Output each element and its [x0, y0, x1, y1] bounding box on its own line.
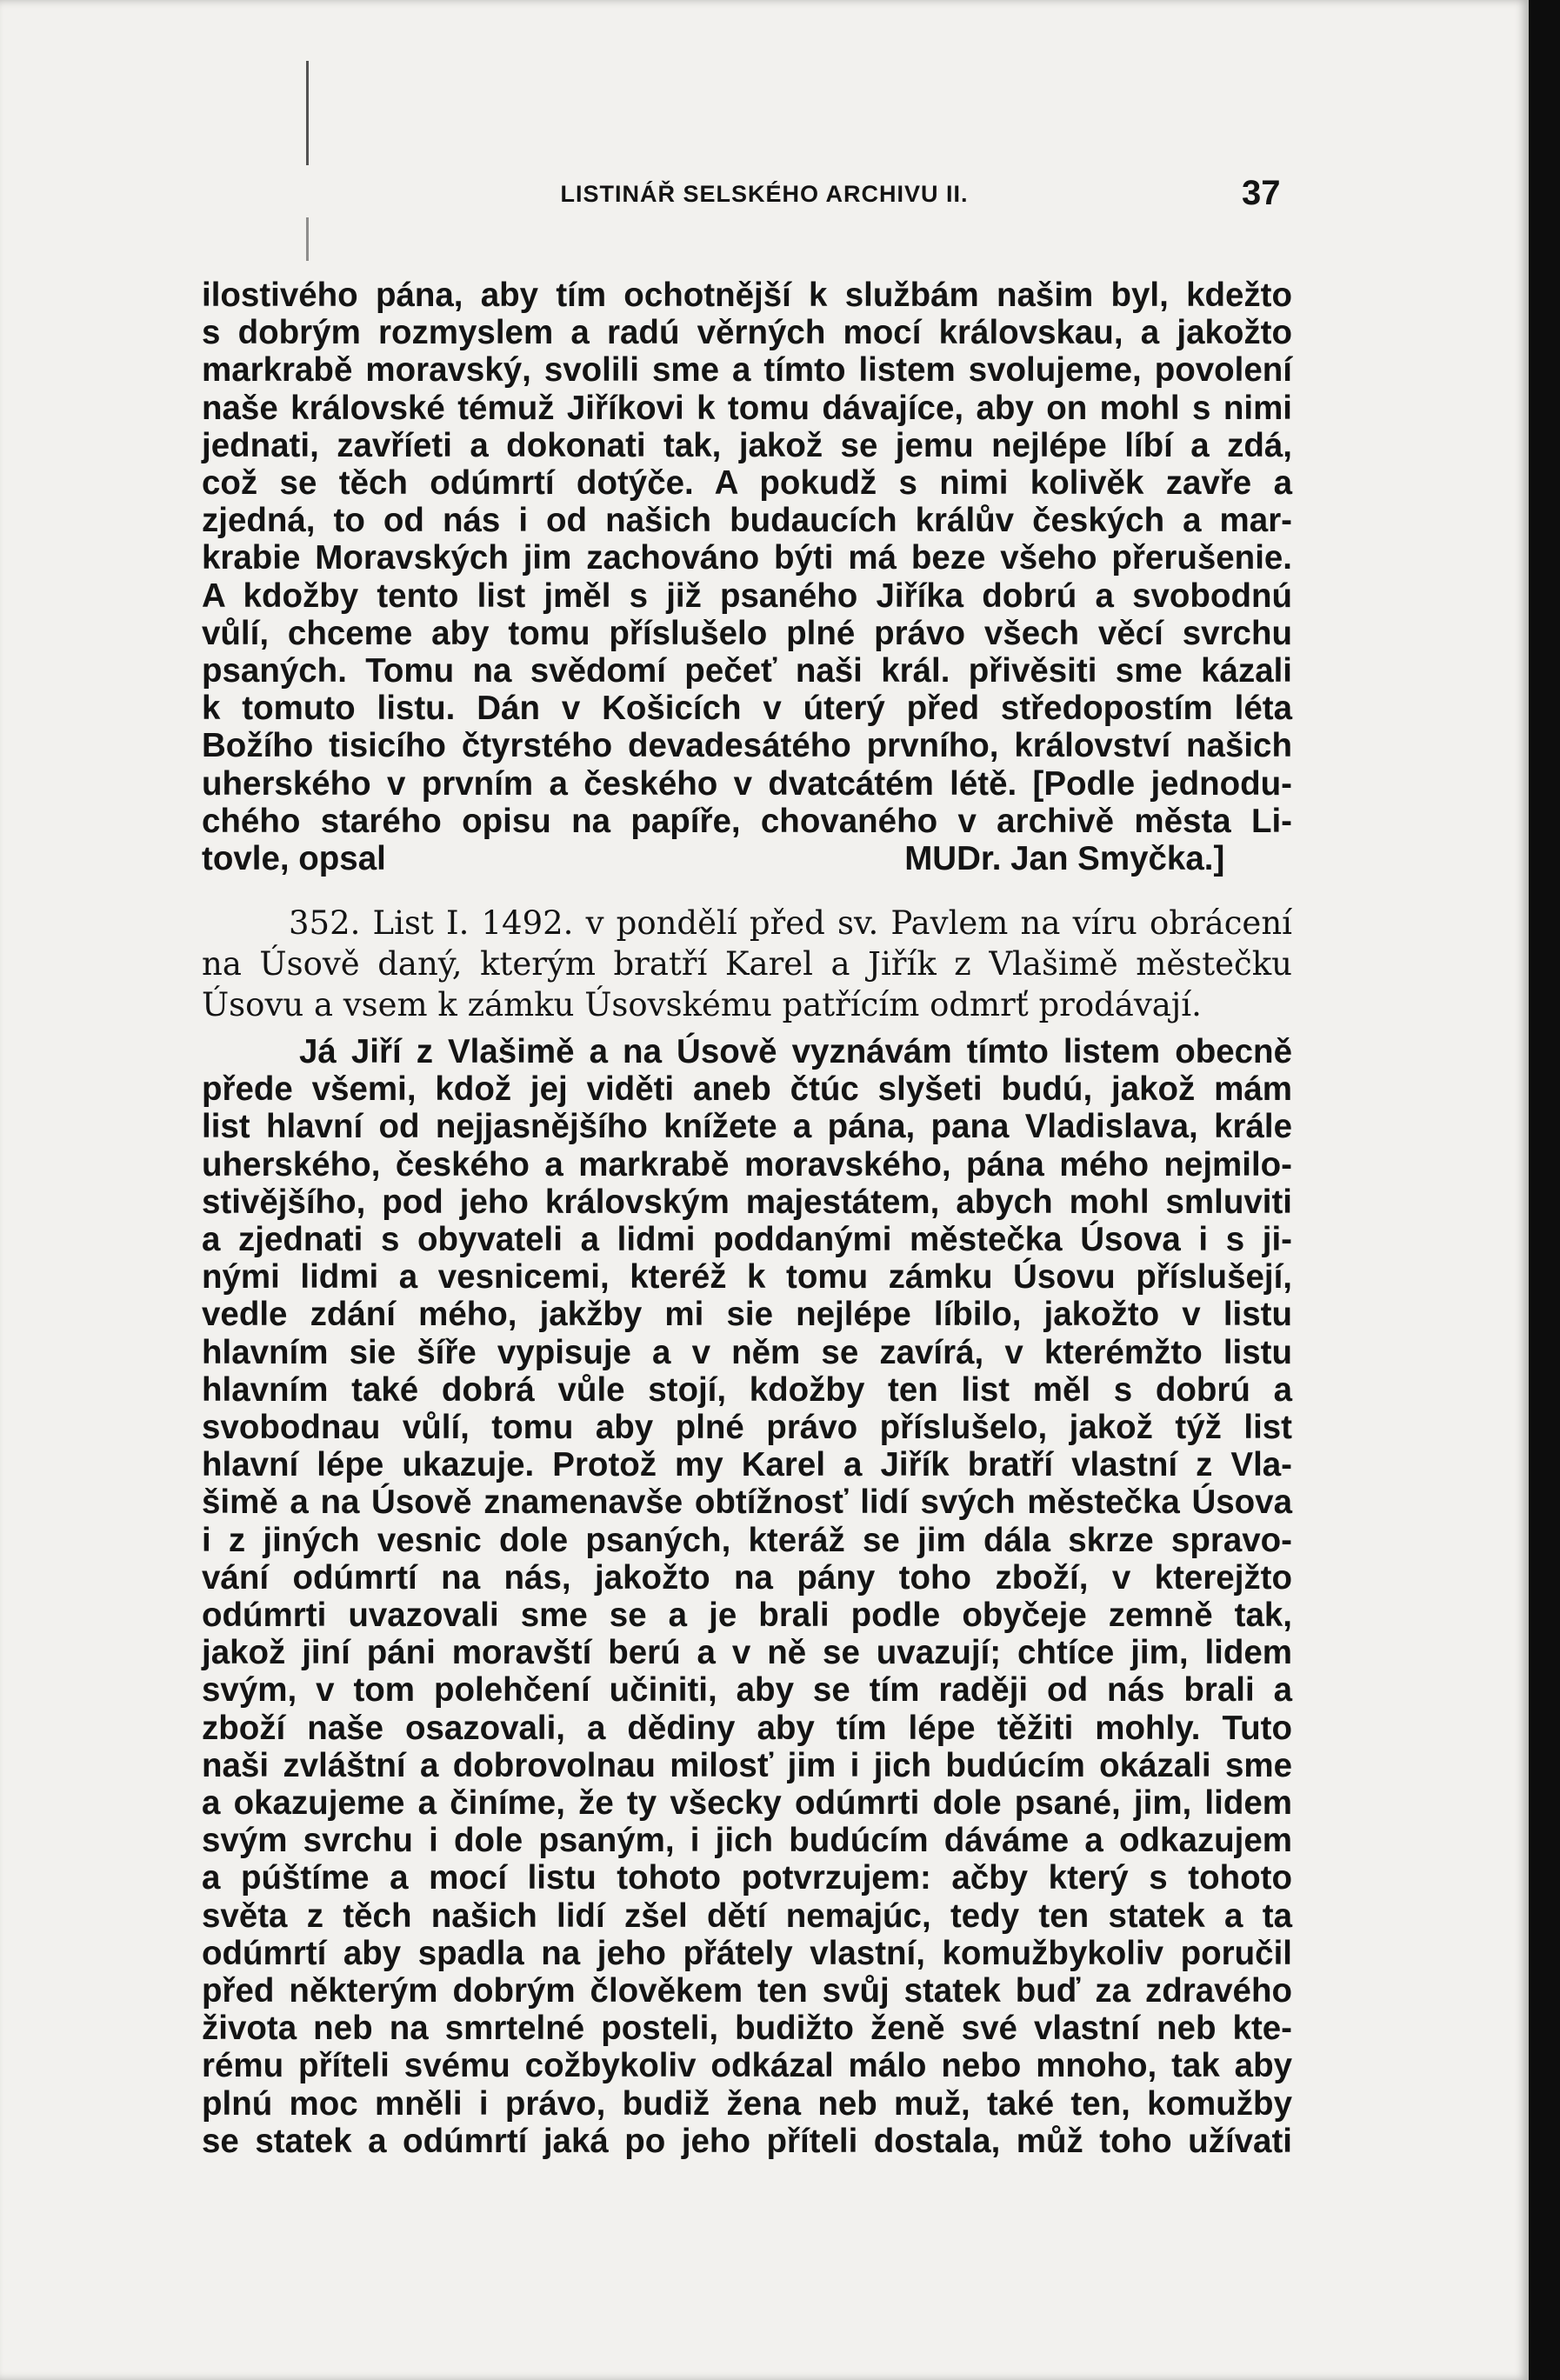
text-line: rému příteli svému cožbykoliv odkázal málo nebo mnoho, tak aby [202, 2047, 1292, 2085]
text-line: a okazujeme a činíme, že ty všecky odúmrti dole psané, jim, lidem [202, 1784, 1292, 1823]
page-number: 37 [1242, 174, 1281, 212]
text-line: života neb na smrtelné posteli, budižto ženě své vlastní neb kte- [202, 2010, 1292, 2048]
text-line: markrabě moravský, svolili sme a tímto listem svolujeme, povolení [202, 351, 1292, 390]
text-line: a zjednati s obyvateli a lidmi poddanými městečka Úsova i s ji- [202, 1221, 1292, 1259]
text-line: a púštíme a mocí listu tohoto potvrzujem: ačby který s tohoto [202, 1859, 1292, 1897]
text-line: uherského, českého a markrabě moravského, pána mého nejmilo- [202, 1145, 1292, 1183]
text-line: jednati, zavříeti a dokonati tak, jakož se jemu nejlépe líbí a zdá, [202, 426, 1292, 464]
text-line: plnú moc mněli i právo, budiž žena neb muž, také ten, komužby [202, 2084, 1292, 2123]
text-line: i z jiných vesnic dole psaných, kteráž se jim dála skrze spravo- [202, 1521, 1292, 1559]
text-line: naše královské témuž Jiříkovi k tomu dávajíce, aby on mohl s nimi [202, 389, 1292, 427]
text-line: ilostivého pána, aby tím ochotnější k službám našim byl, kdežto [202, 277, 1292, 314]
regest-line: Úsovu a vsem k zámku Úsovskému patřícím odmrť prodávají. [202, 986, 1202, 1023]
document-body [202, 1033, 1292, 2160]
text-line: s dobrým rozmyslem a radú věrných mocí královskau, a jakožto [202, 314, 1292, 352]
text-line: odúmrti uvazovali sme se a je brali podle obyčeje zemně tak, [202, 1597, 1292, 1635]
text-line: svým svrchu i dole psaným, i jich budúcím dáváme a odkazujem [202, 1822, 1292, 1860]
text-line: zjedná, to od nás i od našich budaucích králův českých a mar- [202, 502, 1292, 540]
text-line: což se těch odúmrtí dotýče. A pokudž s nimi kolivěk zavře a [202, 464, 1292, 503]
text-line: přede všemi, kdož jej viděti aneb čtúc slyšeti budú, jakož mám [202, 1070, 1292, 1109]
signature-right: MUDr. Jan Smyčka.] [904, 840, 1225, 878]
text-line: jakož jiní páni moravští berú a v ně se uvazují; chtíce jim, lidem [202, 1634, 1292, 1672]
regest-line: na Úsově daný, kterým bratří Karel a Jiřík z Vlašimě městečku [202, 945, 1292, 983]
text-line: stivějšího, pod jeho královským majestátem, abych mohl smluviti [202, 1183, 1292, 1221]
text-line: hlavním sie šíře vypisuje a v něm se zavírá, v kterémžto listu [202, 1333, 1292, 1371]
signature-left: tovle, opsal [202, 840, 386, 878]
text-line: hlavní lépe ukazuje. Protož my Karel a Jiřík bratří vlastní z Vla- [202, 1446, 1292, 1484]
text-line: Božího tisicího čtyrstého devadesátého prvního, království našich [202, 727, 1292, 765]
text-line: Já Jiří z Vlašimě a na Úsově vyznávám tímto listem obecně [299, 1033, 1292, 1070]
continuation-paragraph [202, 277, 1292, 877]
running-head: LISTINÁŘ SELSKÉHO ARCHIVU II. [560, 181, 969, 207]
text-line: nými lidmi a vesnicemi, kteréž k tomu zámku Úsovu příslušejí, [202, 1258, 1292, 1297]
text-line: svobodnau vůlí, tomu aby plné právo příslušelo, jakož týž list [202, 1409, 1292, 1447]
text-line: šimě a na Úsově znamenavše obtížnosť lidí svých městečka Úsova [202, 1483, 1292, 1522]
text-line: světa z těch našich lidí zšel dětí nemajúc, tedy ten statek a ta [202, 1897, 1292, 1935]
text-line: vedle zdání mého, jakžby mi sie nejlépe líbilo, jakožto v listu [202, 1296, 1292, 1334]
text-line: vání odúmrtí na nás, jakožto na pány toho zboží, v kterejžto [202, 1558, 1292, 1597]
document-regest [202, 903, 1292, 1025]
text-line: A kdožby tento list jměl s již psaného Jiříka dobrú a svobodnú [202, 577, 1292, 615]
text-line: k tomuto listu. Dán v Košicích v úterý před středopostím léta [202, 690, 1292, 728]
text-line: odúmrtí aby spadla na jeho přátely vlastní, komužbykoliv poručil [202, 1934, 1292, 1972]
text-line: svým, v tom polehčení učiniti, aby se tím raději od nás brali a [202, 1671, 1292, 1710]
text-line: krabie Moravských jim zachováno býti má beze všeho přerušenie. [202, 539, 1292, 577]
text-line: zboží naše osazovali, a dědiny aby tím lépe těžiti mohly. Tuto [202, 1709, 1292, 1747]
text-line: vůlí, chceme aby tomu příslušelo plné právo všech věcí svrchu [202, 614, 1292, 652]
text-line: psaných. Tomu na svědomí pečeť naši král. přivěsiti sme kázali [202, 652, 1292, 690]
signature-line [202, 840, 1292, 877]
text-line: se statek a odúmrtí jaká po jeho příteli dostala, můž toho užívati [202, 2122, 1292, 2160]
text-line: list hlavní od nejjasnějšího knížete a pána, pana Vladislava, krále [202, 1108, 1292, 1146]
binding-mark [306, 217, 309, 261]
text-line: uherského v prvním a českého v dvatcátém létě. [Podle jednodu- [202, 764, 1292, 803]
text-line: hlavním také dobrá vůle stojí, kdožby ten list měl s dobrú a [202, 1370, 1292, 1409]
binding-mark [306, 61, 309, 165]
regest-line: 352. List I. 1492. v pondělí před sv. Pavlem na víru obrácení [289, 904, 1292, 942]
text-line: naši zvláštní a dobrovolnau milosť jim i jich budúcím okázali sme [202, 1746, 1292, 1784]
text-line: chého starého opisu na papíře, chovaného v archivě města Li- [202, 802, 1292, 840]
text-line: před některým dobrým člověkem ten svůj statek buď za zdravého [202, 1972, 1292, 2010]
